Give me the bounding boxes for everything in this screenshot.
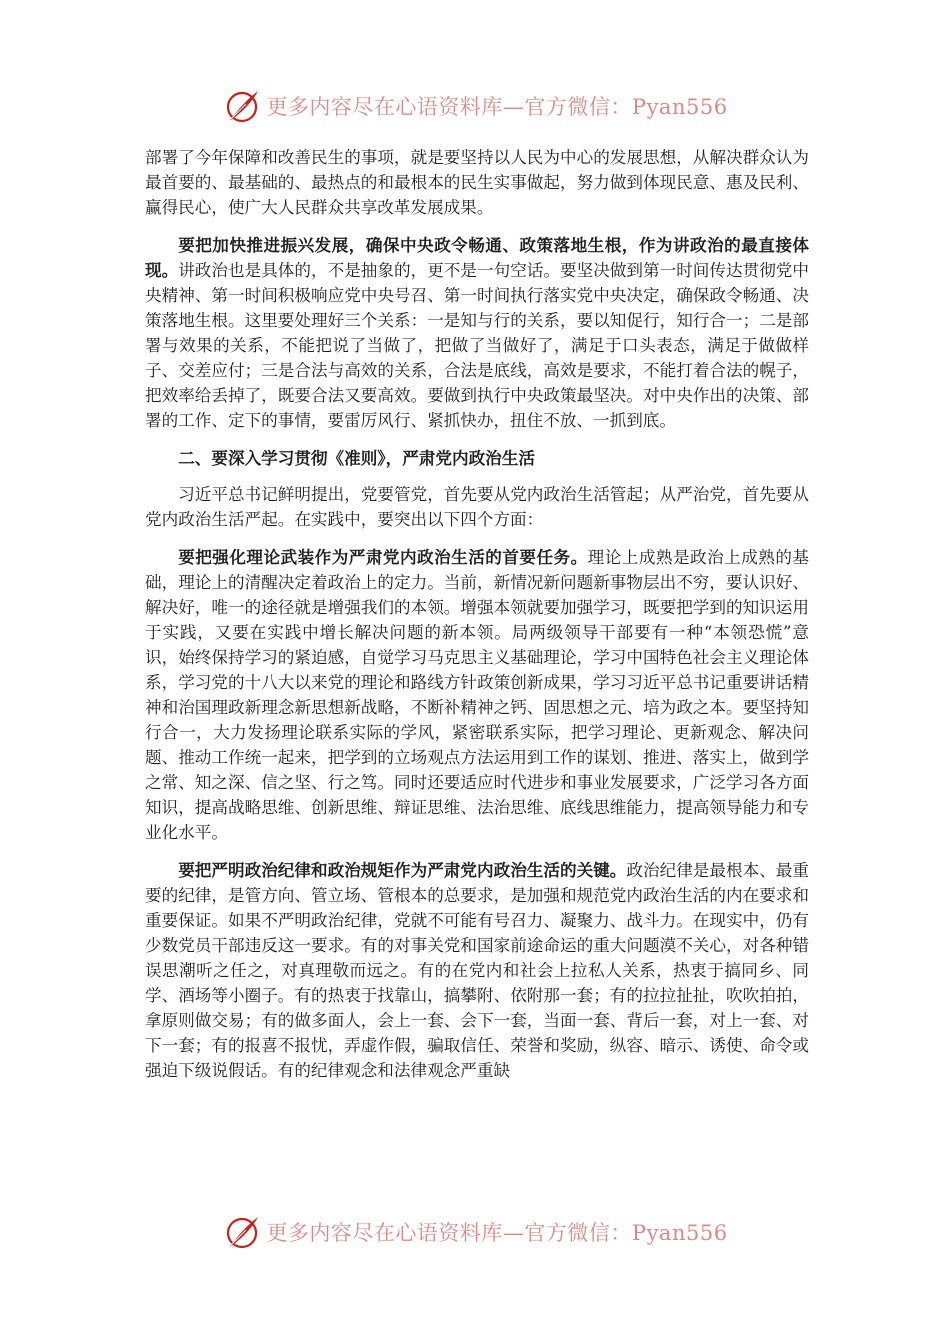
paragraph-1: 部署了今年保障和改善民生的事项，就是要坚持以人民为中心的发展思想，从解决群众认为最首要的、最基础的、最热点的和最根本的民生实事做起，努力做到体现民意、惠及民利、赢得民心，使广大人民群众共享改革发展成果。 bbox=[145, 148, 809, 217]
paragraph-2 bbox=[145, 233, 809, 433]
footer-banner-text: 更多内容尽在心语资料库—官方微信：Pyan556 bbox=[266, 1221, 728, 1245]
quill-logo-icon bbox=[222, 1212, 262, 1252]
document-body bbox=[145, 145, 809, 1096]
section-heading-2: 二、要深入学习贯彻《准则》，严肃党内政治生活 bbox=[178, 448, 535, 468]
paragraph-4 bbox=[145, 545, 809, 845]
paragraph-4-text: 理论上成熟是政治上成熟的基础，理论上的清醒决定着政治上的定力。当前，新情况新问题新事物层出不穷，要认识好、解决好，唯一的途径就是增强我们的本领。增强本领就要加强学习，既要把学到的知识运用于实践，又要在实践中增长解决问题的新本领。局两级领导干部要有一种“本领恐慌”意识，始终保持学习的紧迫感，自觉学习马克思主义基础理论，学习中国特色社会主义理论体系，学习党的十八大以来党的理论和路线方针政策创新成果，学习习近平总书记重要讲话精神和治国理政新理念新思想新战略，不断补精神之钙、固思想之元、培为政之本。要坚持知行合一，大力发扬理论联系实际的学风，紧密联系实际，把学习理论、更新观念、解决问题、推动工作统一起来，把学到的立场观点方法运用到工作的谋划、推进、落实上，做到学之常、知之深、信之坚、行之笃。同时还要适应时代进步和事业发展要求，广泛学习各方面知识，提高战略思维、创新思维、辩证思维、法治思维、底线思维能力，提高领导能力和专业化水平。 bbox=[145, 548, 810, 842]
paragraph-4-lead: 要把强化理论武装作为严肃党内政治生活的首要任务。 bbox=[178, 547, 588, 567]
footer-banner bbox=[0, 1210, 950, 1254]
paragraph-5 bbox=[145, 858, 809, 1083]
paragraph-5-lead: 要把严明政治纪律和政治规矩作为严肃党内政治生活的关键。 bbox=[178, 860, 627, 880]
paragraph-3: 习近平总书记鲜明提出，党要管党，首先要从党内政治生活管起；从严治党，首先要从党内政治生活严起。在实践中，要突出以下四个方面： bbox=[145, 485, 809, 529]
quill-logo-icon bbox=[222, 86, 262, 126]
paragraph-2-lead: 要把加快推进振兴发展，确保中央政令畅通、政策落地生根，作为讲政治的最直接体现。 bbox=[145, 235, 809, 280]
paragraph-2-text: 讲政治也是具体的，不是抽象的，更不是一句空话。要坚决做到第一时间传达贯彻党中央精神、第一时间积极响应党中央号召、第一时间执行落实党中央决定，确保政令畅通、决策落地生根。这里要处理好三个关系：一是知与行的关系，要以知促行，知行合一；二是部署与效果的关系，不能把说了当做了，把做了当做好了，满足于口头表态，满足于做做样子、交差应付；三是合法与高效的关系，合法是底线，高效是要求，不能打着合法的幌子，把效率给丢掉了，既要合法又要高效。要做到执行中央政策最坚决。对中央作出的决策、部署的工作、定下的事情，要雷厉风行、紧抓快办，扭住不放、一抓到底。 bbox=[145, 261, 810, 430]
header-banner bbox=[0, 84, 950, 128]
paragraph-5-text: 政治纪律是最根本、最重要的纪律，是管方向、管立场、管根本的总要求，是加强和规范党内政治生活的内在要求和重要保证。如果不严明政治纪律，党就不可能有号召力、凝聚力、战斗力。在现实中，仍有少数党员干部违反这一要求。有的对事关党和国家前途命运的重大问题漠不关心，对各种错误思潮听之任之，对真理敬而远之。有的在党内和社会上拉私人关系，热衷于搞同乡、同学、酒场等小圈子。有的热衷于找靠山，搞攀附、依附那一套；有的拉拉扯扯，吹吹拍拍，拿原则做交易；有的做多面人，会上一套、会下一套，当面一套、背后一套，对上一套、对下一套；有的报喜不报忧，弄虚作假，骗取信任、荣誉和奖励，纵容、暗示、诱使、命令或强迫下级说假话。有的纪律观念和法律观念严重缺 bbox=[145, 861, 810, 1080]
header-banner-text: 更多内容尽在心语资料库—官方微信：Pyan556 bbox=[266, 95, 728, 119]
